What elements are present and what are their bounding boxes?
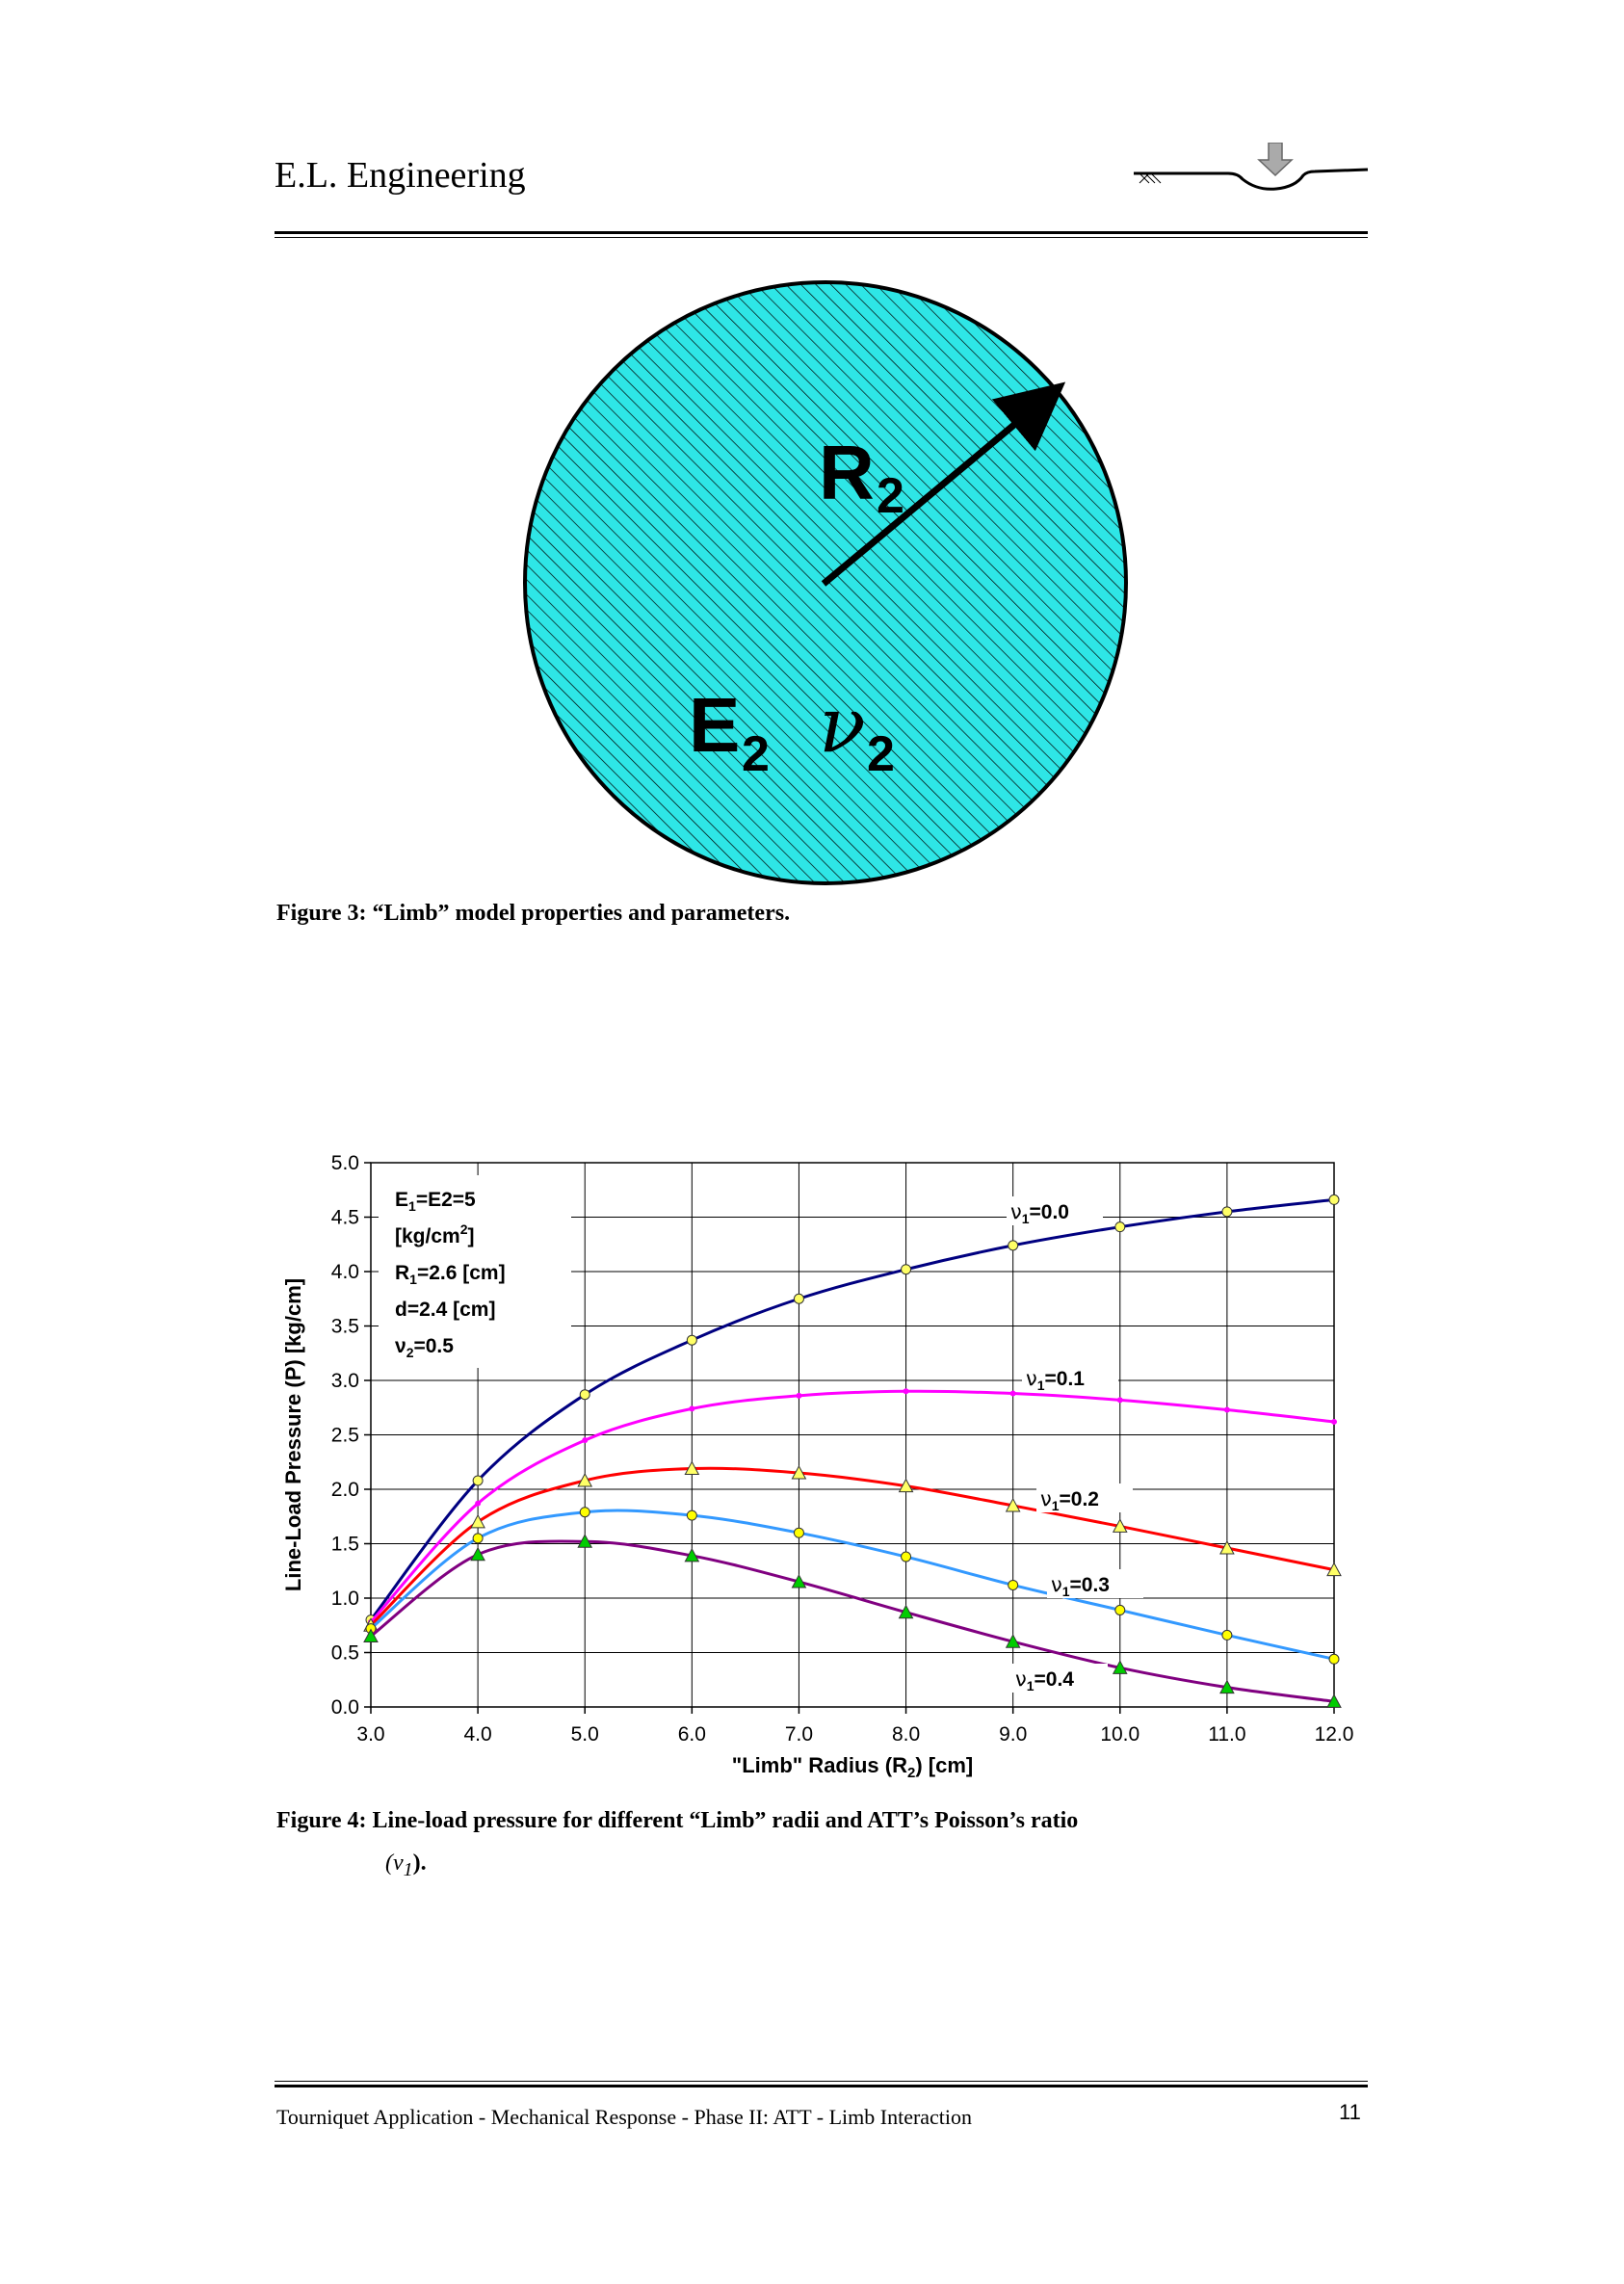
svg-text:R bbox=[819, 430, 875, 515]
y-tick-label: 1.5 bbox=[330, 1533, 359, 1556]
x-tick-label: 12.0 bbox=[1314, 1723, 1353, 1746]
svg-text:2 bbox=[742, 726, 770, 782]
data-point bbox=[580, 1390, 589, 1400]
figure4-caption-line2 bbox=[276, 1842, 1336, 1891]
header-rule bbox=[275, 231, 1368, 234]
annotation-line: $[kg/cm^2]$ bbox=[395, 1221, 475, 1247]
caption-symbol: (ν bbox=[385, 1851, 404, 1876]
x-tick-label: 10.0 bbox=[1100, 1723, 1140, 1746]
footer-text: Tourniquet Application - Mechanical Response - Phase II: ATT - Limb Interaction bbox=[276, 2105, 973, 2129]
series-line-1 bbox=[371, 1391, 1334, 1622]
data-point bbox=[689, 1405, 694, 1411]
x-tick-label: 4.0 bbox=[463, 1723, 492, 1746]
data-point bbox=[1115, 1605, 1125, 1615]
data-point bbox=[582, 1437, 588, 1443]
series-line-4 bbox=[371, 1541, 1334, 1701]
series-label-0: $\nu_1=0.0$ bbox=[1010, 1200, 1069, 1226]
svg-text:ν bbox=[819, 680, 866, 770]
label-nu: ν bbox=[819, 680, 866, 770]
x-tick-label: 7.0 bbox=[784, 1723, 814, 1746]
x-tick-label: 5.0 bbox=[570, 1723, 599, 1746]
caption-end: ). bbox=[412, 1851, 427, 1876]
svg-text:2 bbox=[867, 726, 895, 782]
data-point bbox=[796, 1393, 801, 1399]
annotation-line: $\nu_2=0.5$ bbox=[395, 1335, 454, 1360]
y-tick-label: 2.0 bbox=[330, 1479, 359, 1501]
data-point bbox=[1115, 1222, 1125, 1232]
label-E: E bbox=[689, 682, 741, 768]
x-tick-label: 6.0 bbox=[677, 1723, 706, 1746]
series-line-3 bbox=[371, 1510, 1334, 1659]
data-point bbox=[1331, 1419, 1337, 1425]
data-point bbox=[1117, 1397, 1123, 1403]
data-point bbox=[687, 1510, 696, 1520]
data-point bbox=[904, 1388, 909, 1394]
label-E-sub: 2 bbox=[742, 726, 770, 782]
label-R-sub: 2 bbox=[877, 468, 904, 524]
data-point bbox=[473, 1534, 483, 1543]
data-point bbox=[1222, 1207, 1232, 1217]
series-label-2: $\nu_1=0.2$ bbox=[1040, 1487, 1099, 1513]
data-point bbox=[475, 1501, 481, 1507]
limb-model-figure bbox=[501, 270, 1137, 886]
y-tick-label: 1.0 bbox=[330, 1588, 359, 1610]
y-tick-label: 4.5 bbox=[330, 1206, 359, 1229]
x-tick-label: 3.0 bbox=[356, 1723, 385, 1746]
figure4-caption-line1: Figure 4: Line-load pressure for different “Limb” radii and ATT’s Poisson’s ratio bbox=[276, 1808, 1079, 1833]
x-tick-label: 9.0 bbox=[999, 1723, 1028, 1746]
data-point bbox=[1329, 1195, 1339, 1204]
figure4-caption bbox=[276, 1799, 1336, 1891]
data-point bbox=[1010, 1391, 1016, 1397]
data-point bbox=[580, 1508, 589, 1517]
y-axis-title: Line-Load Pressure (P) [kg/cm] bbox=[281, 1277, 305, 1592]
caption-symbol-sub: 1 bbox=[403, 1858, 413, 1880]
series-label-1: $\nu_1=0.1$ bbox=[1026, 1367, 1085, 1393]
data-point bbox=[902, 1265, 911, 1274]
y-tick-label: 2.5 bbox=[330, 1424, 359, 1447]
data-point bbox=[471, 1515, 485, 1528]
data-point bbox=[687, 1335, 696, 1345]
annotation-line: $R_1=2.6$ [cm] bbox=[395, 1262, 506, 1287]
header-rule-thin bbox=[275, 237, 1368, 238]
page-number: 11 bbox=[1339, 2100, 1361, 2124]
svg-text:E bbox=[689, 682, 740, 768]
y-tick-label: 4.0 bbox=[330, 1261, 359, 1283]
data-point bbox=[902, 1552, 911, 1562]
annotation-line: d=2.4 [cm] bbox=[395, 1299, 496, 1321]
data-point bbox=[473, 1476, 483, 1485]
y-tick-label: 3.5 bbox=[330, 1315, 359, 1338]
annotation-line: $E_1=E2=5$ bbox=[395, 1189, 476, 1214]
series-label-4: $\nu_1=0.4$ bbox=[1015, 1667, 1074, 1693]
data-point bbox=[1329, 1654, 1339, 1664]
y-tick-label: 0.0 bbox=[330, 1696, 359, 1719]
series-line-2 bbox=[371, 1468, 1334, 1625]
series-label-3: $\nu_1=0.3$ bbox=[1051, 1573, 1110, 1599]
data-point bbox=[794, 1528, 803, 1537]
footer-rule-thin bbox=[275, 2081, 1368, 2082]
data-point bbox=[1008, 1241, 1018, 1250]
label-R: R bbox=[819, 430, 875, 515]
y-tick-label: 3.0 bbox=[330, 1370, 359, 1392]
y-tick-label: 0.5 bbox=[330, 1641, 359, 1665]
figure3-caption: Figure 3: “Limb” model properties and parameters. bbox=[276, 901, 791, 926]
footer-rule bbox=[275, 2085, 1368, 2087]
data-point bbox=[1224, 1407, 1230, 1413]
data-point bbox=[1222, 1630, 1232, 1640]
x-axis-title: "Limb" Radius $(R_2)$ [cm] bbox=[731, 1753, 974, 1781]
label-nu-sub: 2 bbox=[867, 726, 895, 782]
data-point bbox=[1008, 1580, 1018, 1589]
y-tick-label: 5.0 bbox=[330, 1152, 359, 1174]
x-tick-label: 8.0 bbox=[891, 1723, 921, 1746]
data-point bbox=[794, 1294, 803, 1303]
svg-text:2 bbox=[877, 468, 904, 524]
x-tick-label: 11.0 bbox=[1208, 1723, 1246, 1746]
header-title: E.L. Engineering bbox=[275, 155, 526, 196]
load-indentation-logo-icon bbox=[1132, 143, 1373, 200]
line-load-pressure-chart bbox=[275, 1142, 1353, 1787]
